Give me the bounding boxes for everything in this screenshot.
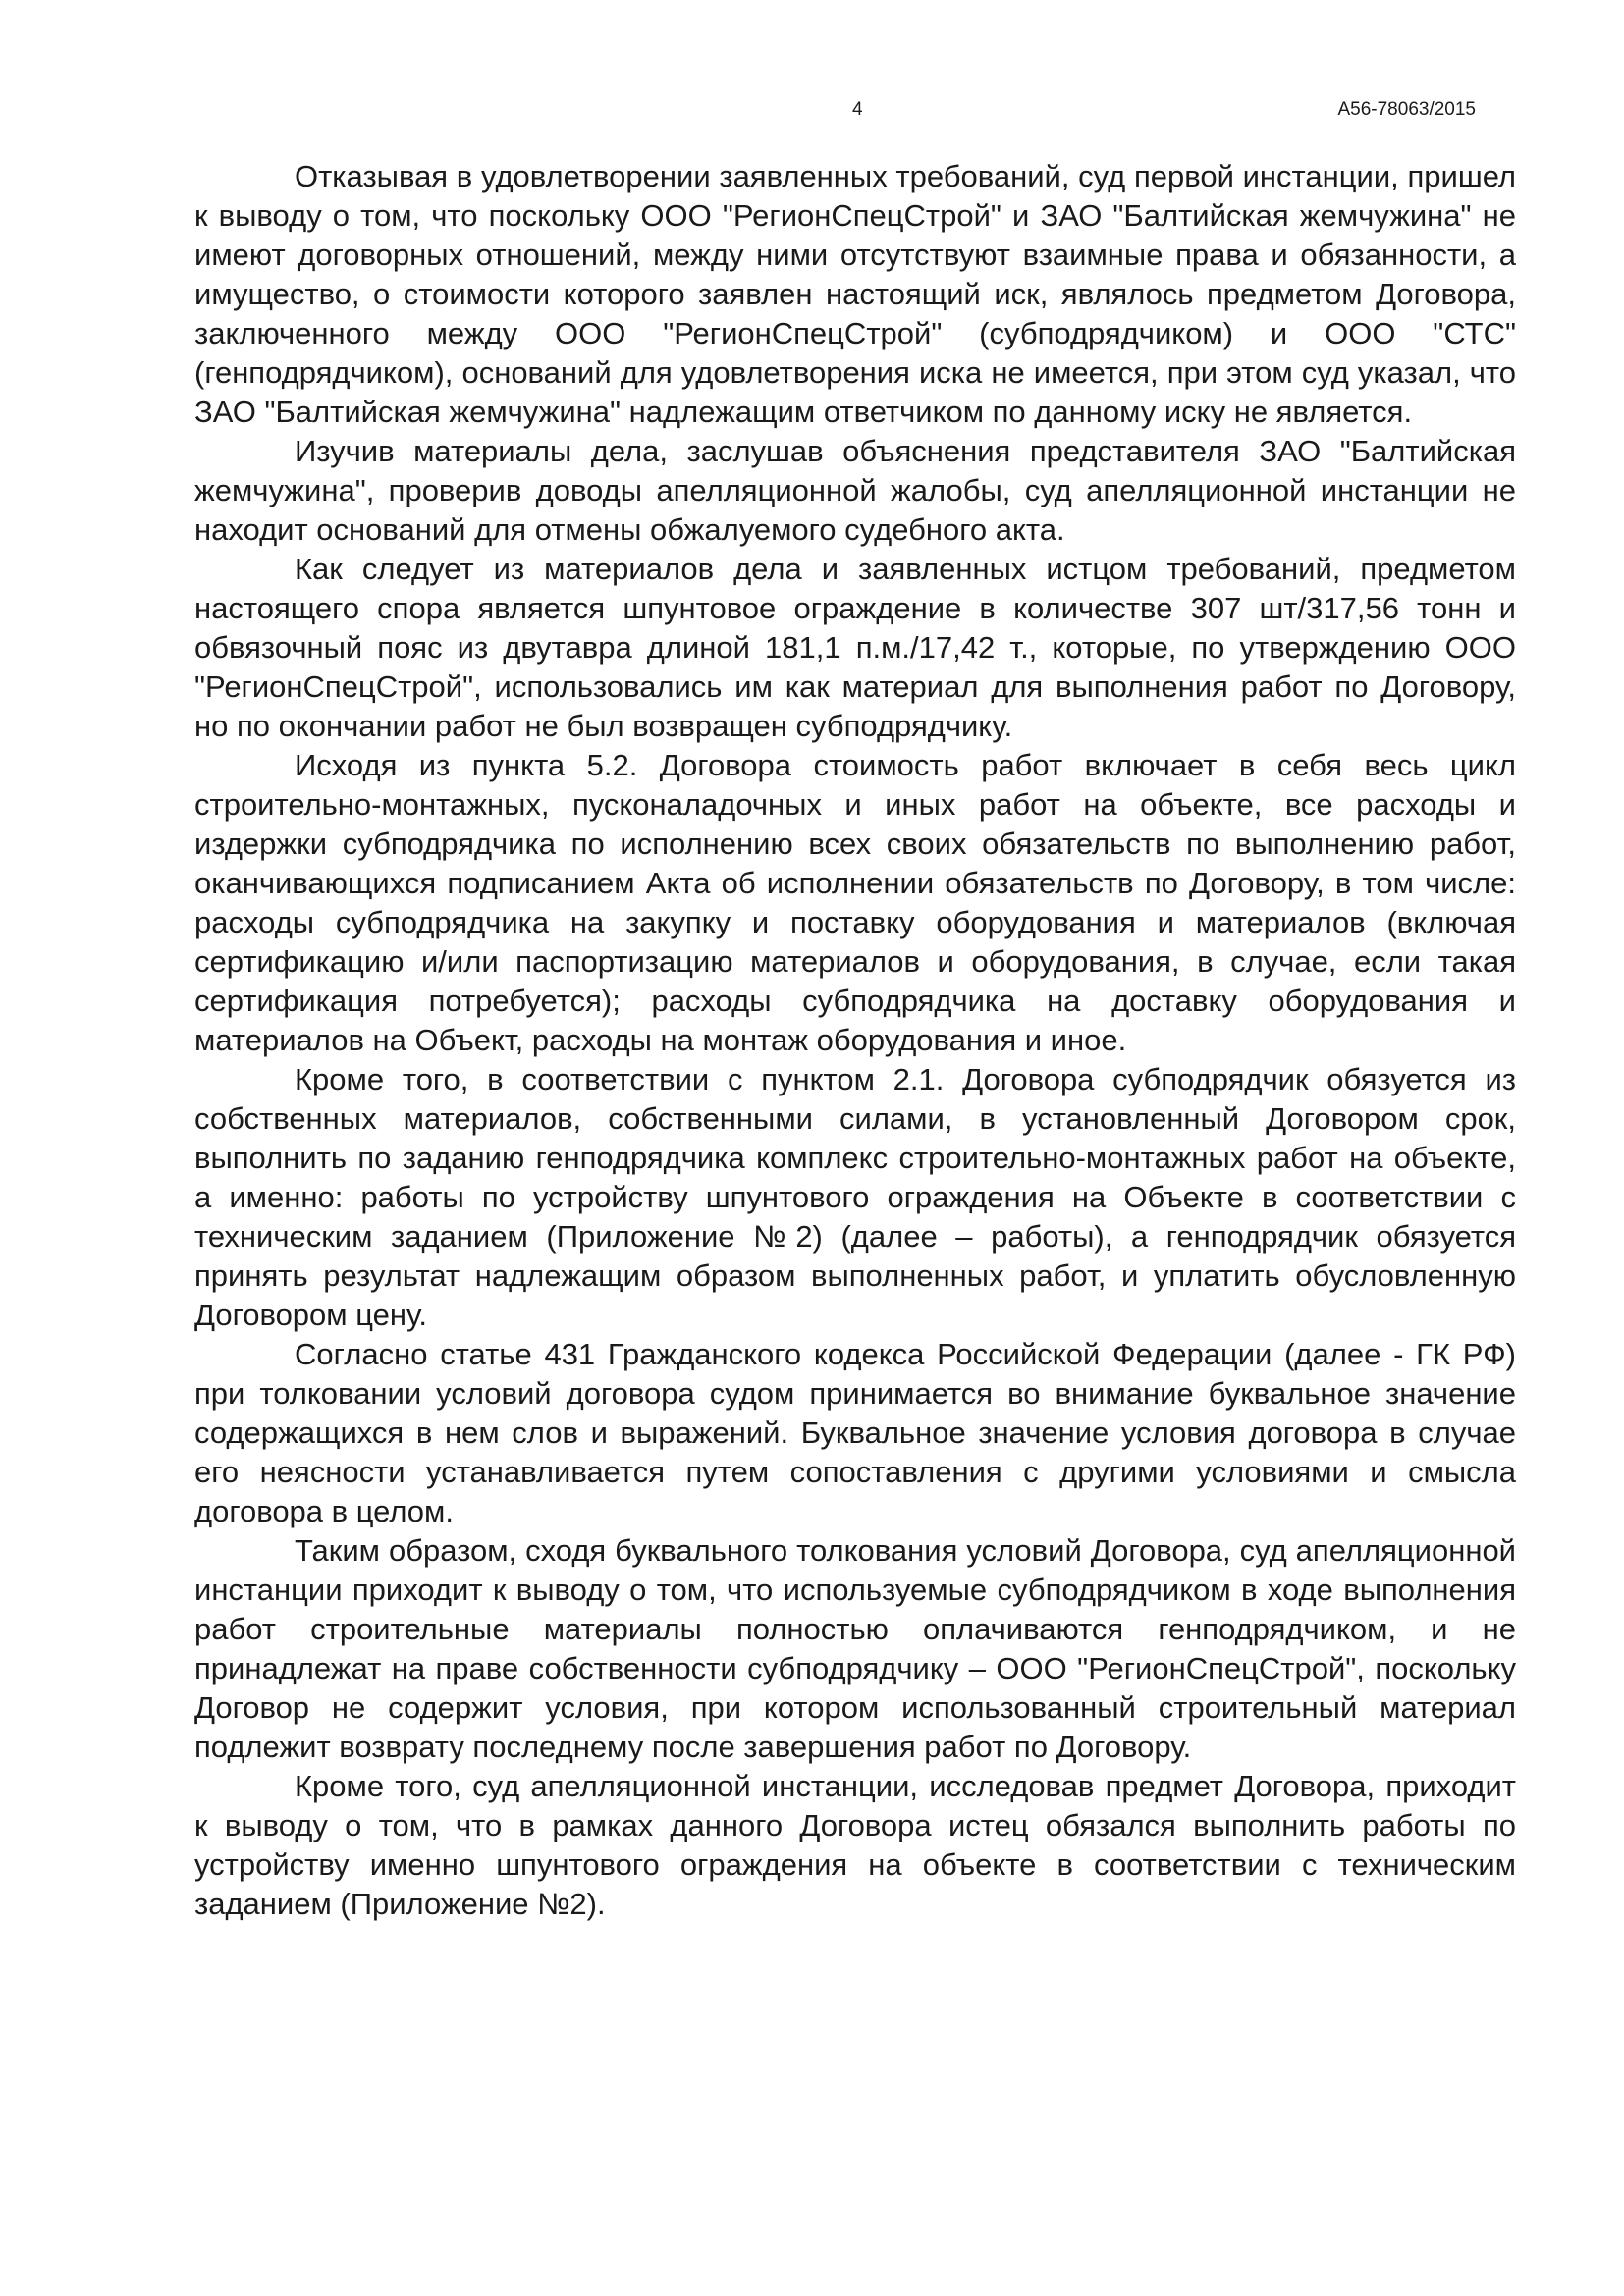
paragraph-literal-interpretation: Таким образом, сходя буквального толкования условий Договора, суд апелляционной инстанции приходит к выводу о том, что используемые субподрядчиком в ходе выполнения работ строительные материалы полностью оплачиваются генподрядчиком, и не принадлежат на праве собственности субподрядчику – ООО "РегионСпецСтрой", поскольку Договор не содержит условия, при котором использованный строительный материал подлежит возврату последнему после завершения работ по Договору. (194, 1533, 1516, 1764)
page-number: 4 (852, 99, 863, 120)
paragraph-refusal-reasoning: Отказывая в удовлетворении заявленных требований, суд первой инстанции, пришел к выводу о том, что поскольку ООО "РегионСпецСтрой" и ЗАО "Балтийская жемчужина" не имеют договорных отношений, между ними отсутствуют взаимные права и обязанности, а имущество, о стоимости которого заявлен настоящий иск, являлось предметом Договора, заключенного между ООО "РегионСпецСтрой" (субподрядчиком) и ООО "СТС" (генподрядчиком), оснований для удовлетворения иска не имеется, при этом суд указал, что ЗАО "Балтийская жемчужина" надлежащим ответчиком по данному иску не является. (194, 159, 1516, 429)
paragraph-appeal-review: Изучив материалы дела, заслушав объяснения представителя ЗАО "Балтийская жемчужина", проверив доводы апелляционной жалобы, суд апелляционной инстанции не находит оснований для отмены обжалуемого судебного акта. (194, 434, 1516, 547)
paragraph-dispute-subject: Как следует из материалов дела и заявленных истцом требований, предметом настоящего спора является шпунтовое ограждение в количестве 307 шт/317,56 тонн и обвязочный пояс из двутавра длиной 181,1 п.м./17,42 т., которые, по утверждению ООО "РегионСпецСтрой", использовались им как материал для выполнения работ по Договору, но по окончании работ не был возвращен субподрядчику. (194, 552, 1516, 743)
case-number: А56-78063/2015 (1337, 99, 1476, 120)
document-body (194, 157, 1516, 1924)
paragraph-contract-clause-2-1: Кроме того, в соответствии с пунктом 2.1. Договора субподрядчик обязуется из собственных материалов, собственными силами, в установленный Договором срок, выполнить по заданию генподрядчика комплекс строительно-монтажных работ на объекте, а именно: работы по устройству шпунтового ограждения на Объекте в соответствии с техническим заданием (Приложение №2) (далее – работы), а генподрядчик обязуется принять результат надлежащим образом выполненных работ, и уплатить обусловленную Договором цену. (194, 1062, 1516, 1332)
page-header (0, 99, 1624, 129)
paragraph-civil-code-431: Согласно статье 431 Гражданского кодекса Российской Федерации (далее - ГК РФ) при толковании условий договора судом принимается во внимание буквальное значение содержащихся в нем слов и выражений. Буквальное значение условия договора в случае его неясности устанавливается путем сопоставления с другими условиями и смысла договора в целом. (194, 1337, 1516, 1528)
paragraph-contract-clause-5-2: Исходя из пункта 5.2. Договора стоимость работ включает в себя весь цикл строительно-монтажных, пусконаладочных и иных работ на объекте, все расходы и издержки субподрядчика по исполнению всех своих обязательств по выполнению работ, оканчивающихся подписанием Акта об исполнении обязательств по Договору, в том числе: расходы субподрядчика на закупку и поставку оборудования и материалов (включая сертификацию и/или паспортизацию материалов и оборудования, в случае, если такая сертификация потребуется); расходы субподрядчика на доставку оборудования и материалов на Объект, расходы на монтаж оборудования и иное. (194, 748, 1516, 1057)
paragraph-contract-subject-conclusion: Кроме того, суд апелляционной инстанции, исследовав предмет Договора, приходит к выводу о том, что в рамках данного Договора истец обязался выполнить работы по устройству именно шпунтового ограждения на объекте в соответствии с техническим заданием (Приложение №2). (194, 1769, 1516, 1921)
